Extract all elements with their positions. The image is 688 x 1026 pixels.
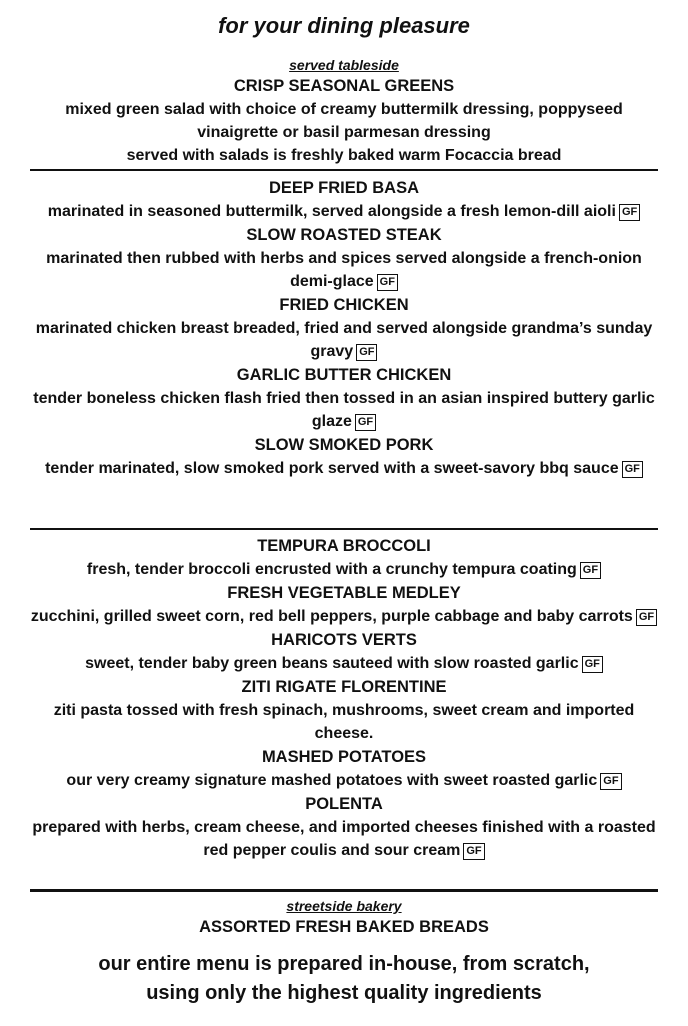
menu-item-name: POLENTA (305, 795, 383, 813)
gluten-free-badge: GF (622, 461, 643, 478)
menu-item-name: MASHED POTATOES (261, 748, 427, 766)
streetside-bakery-label: streetside bakery (286, 898, 402, 914)
menu-item (24, 628, 664, 675)
menu-item-description (24, 200, 664, 223)
footer-note (0, 950, 688, 1008)
gluten-free-badge: GF (463, 843, 484, 860)
bakery-item-name: ASSORTED FRESH BAKED BREADS (199, 918, 489, 936)
menu-item-description-text: our very creamy signature mashed potatoes with sweet roasted garlic (66, 772, 598, 789)
menu-item-description (24, 699, 664, 745)
menu-item (24, 745, 664, 792)
entrees-section (24, 176, 664, 480)
gluten-free-badge: GF (377, 274, 398, 291)
menu-item (24, 176, 664, 223)
menu-item (24, 581, 664, 628)
bakery-section (24, 897, 664, 939)
menu-item (24, 675, 664, 745)
gluten-free-badge: GF (355, 414, 376, 431)
menu-item-name: SLOW SMOKED PORK (254, 436, 434, 454)
menu-item-description-text: ziti pasta tossed with fresh spinach, mushrooms, sweet cream and imported cheese. (53, 702, 635, 742)
menu-item (24, 363, 664, 433)
menu-item (24, 534, 664, 581)
gluten-free-badge: GF (582, 656, 603, 673)
menu-item-description-text: marinated then rubbed with herbs and spices served alongside a french-onion demi-glace (46, 250, 642, 290)
sides-section (24, 534, 664, 862)
footer-line-2: using only the highest quality ingredients (146, 982, 542, 1004)
menu-item-description (24, 769, 664, 792)
menu-item-name: GARLIC BUTTER CHICKEN (236, 366, 452, 384)
menu-item-name: TEMPURA BROCCOLI (257, 537, 431, 555)
footer-line-1: our entire menu is prepared in-house, from scratch, (98, 953, 590, 975)
focaccia-note: served with salads is freshly baked warm Focaccia bread (126, 147, 562, 164)
menu-item-description-text: tender marinated, slow smoked pork served with a sweet-savory bbq sauce (45, 460, 619, 477)
menu-item-name: DEEP FRIED BASA (268, 179, 420, 197)
gluten-free-badge: GF (619, 204, 640, 221)
menu-item-name: HARICOTS VERTS (271, 631, 417, 649)
menu-item-description-text: tender boneless chicken flash fried then tossed in an asian inspired buttery garlic glaze (33, 390, 655, 430)
menu-item-description (24, 558, 664, 581)
menu-item-description-text: zucchini, grilled sweet corn, red bell peppers, purple cabbage and baby carrots (30, 608, 633, 625)
menu-item (24, 433, 664, 480)
served-tableside-label: served tableside (289, 57, 399, 73)
divider-before-bakery (30, 889, 658, 892)
menu-item-description (24, 816, 664, 862)
menu-item-name: FRIED CHICKEN (279, 296, 409, 314)
menu-item-description-text: sweet, tender baby green beans sauteed with slow roasted garlic (85, 655, 579, 672)
menu-item-name: SLOW ROASTED STEAK (246, 226, 442, 244)
menu-item-description-text: prepared with herbs, cream cheese, and imported cheeses finished with a roasted red pepper coulis and sour cream (32, 819, 656, 859)
salad-name: CRISP SEASONAL GREENS (233, 77, 455, 95)
menu-item-description (24, 387, 664, 433)
menu-item-description (24, 317, 664, 363)
menu-item-description-text: marinated in seasoned buttermilk, served alongside a fresh lemon-dill aioli (47, 203, 616, 220)
menu-item-description (24, 605, 664, 628)
menu-item-name: ZITI RIGATE FLORENTINE (241, 678, 447, 696)
menu-item-description-text: fresh, tender broccoli encrusted with a crunchy tempura coating (86, 561, 577, 578)
divider-after-entrees (30, 528, 658, 530)
gluten-free-badge: GF (636, 609, 657, 626)
gluten-free-badge: GF (600, 773, 621, 790)
menu-item (24, 792, 664, 862)
menu-item-description (24, 652, 664, 675)
divider-after-salad (30, 169, 658, 171)
menu-item-description (24, 247, 664, 293)
menu-title: for your dining pleasure (218, 13, 470, 38)
gluten-free-badge: GF (356, 344, 377, 361)
salad-description: mixed green salad with choice of creamy buttermilk dressing, poppyseed vinaigrette or basil parmesan dressing (65, 101, 623, 141)
menu-item-name: FRESH VEGETABLE MEDLEY (227, 584, 461, 602)
menu-item (24, 223, 664, 293)
menu-item-description-text: marinated chicken breast breaded, fried and served alongside grandma’s sunday gravy (35, 320, 653, 360)
salad-section (24, 56, 664, 167)
menu-item-description (24, 457, 664, 480)
gluten-free-badge: GF (580, 562, 601, 579)
menu-item (24, 293, 664, 363)
